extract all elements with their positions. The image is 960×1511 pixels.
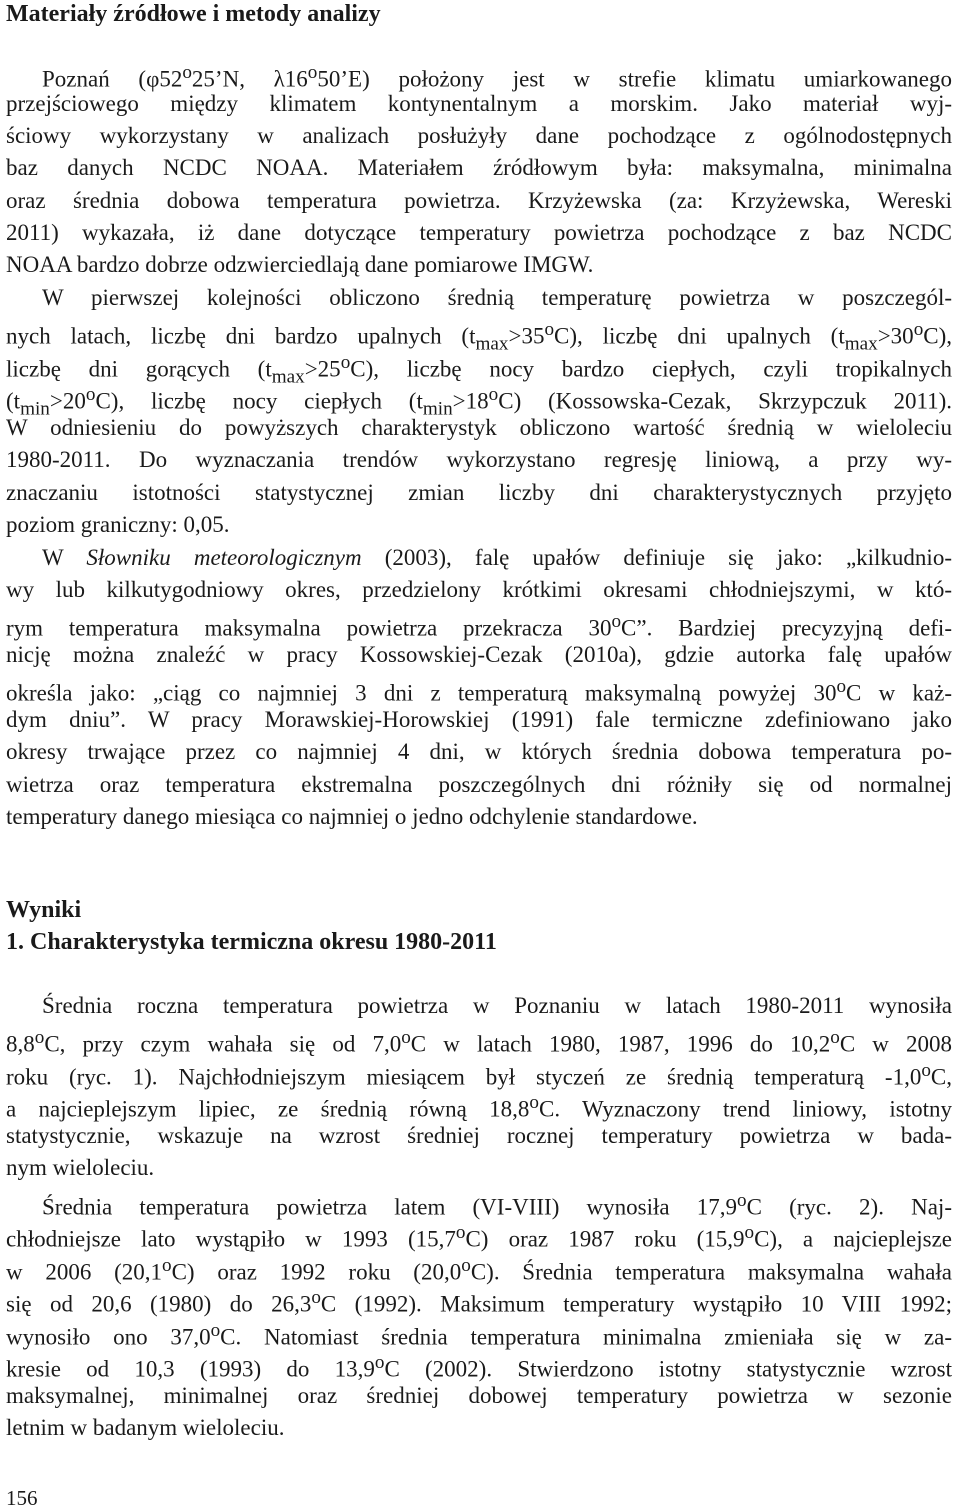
text-line: a najcieplejszym lipiec, ze średnią równą 18,8$^o$C. Wyznaczony trend liniowy, istotny [6,1092,952,1122]
text-line: Średnia roczna temperatura powietrza w Poznaniu w latach 1980-2011 wynosiła [42,993,952,1018]
text-line: okresy trwające przez co najmniej 4 dni, w których średnia dobowa temperatura po- [6,739,952,764]
text-line: rym temperatura maksymalna powietrza przekracza 30$^o$C”. Bardziej precyzyjną defi- [6,611,952,641]
text-line: w 2006 (20,1$^o$C) oraz 1992 roku (20,0$^o$C). Średnia temperatura maksymalna wahała [6,1255,952,1285]
text-line: letnim w badanym wieloleciu. [6,1415,285,1440]
text-line: W odniesieniu do powyższych charakterystyk obliczono wartość średnią w wieloleciu [6,415,952,440]
text-line: 1980-2011. Do wyznaczania trendów wykorzystano regresję liniową, a przy wy- [6,447,952,472]
text-line: wietrza oraz temperatura ekstremalna poszczególnych dni różniły się od normalnej [6,772,952,797]
text-line: W pierwszej kolejności obliczono średnią temperaturę powietrza w poszczegól- [42,285,952,310]
text-line: Poznań (φ52$^o$25’N, λ16$^o$50’E) położony jest w strefie klimatu umiarkowanego [42,62,952,92]
results-title: Wyniki [6,897,82,923]
text-line: poziom graniczny: 0,05. [6,512,230,537]
text-line: temperatury danego miesiąca co najmniej o jedno odchylenie standardowe. [6,804,698,829]
text-line: NOAA bardzo dobrze odzwierciedlają dane pomiarowe IMGW. [6,252,594,277]
text-line: dym dniu”. W pracy Morawskiej-Horowskiej (1991) fale termiczne zdefiniowano jako [6,707,952,732]
text-line: Średnia temperatura powietrza latem (VI-VIII) wynosiła 17,9$^o$C (ryc. 2). Naj- [42,1190,952,1220]
text-line: statystycznie, wskazuje na wzrost średniej rocznej temperatury powietrza w bada- [6,1123,952,1148]
text-line: nych latach, liczbę dni bardzo upalnych $(t_{max}>35^oC)$, liczbę dni upalnych $(t_{max}>30^oC)$, [6,319,953,355]
section-title: Materiały źródłowe i metody analizy [6,1,381,27]
text-line: roku (ryc. 1). Najchłodniejszym miesiącem był styczeń ze średnią temperaturą -1,0$^o$C, [6,1060,952,1090]
text-line: $(t_{min}>20^oC)$, liczbę nocy ciepłych $(t_{min}>18^oC)$ (Kossowska-Cezak, Skrzypczuk 2011). [6,384,952,420]
text-line: liczbę dni gorących $(t_{max}>25^oC)$, liczbę nocy bardzo ciepłych, czyli tropikalnych [6,352,952,388]
text-line: nym wieloleciu. [6,1155,155,1180]
text-line: oraz średnia dobowa temperatura powietrza. Krzyżewska (za: Krzyżewska, Wereski [6,188,952,213]
text-line: wynosiło ono 37,0$^o$C. Natomiast średnia temperatura minimalna zmieniała się w za- [6,1320,953,1350]
text-line: maksymalnej, minimalnej oraz średniej dobowej temperatury powietrza w sezonie [6,1383,952,1408]
text-line: W Słowniku meteorologicznym (2003), falę upałów definiuje się jako: „kilkudnio- [42,545,952,570]
text-line: wy lub kilkutygodniowy okres, przedzielony krótkimi okresami chłodniejszymi, w któ- [6,577,952,602]
subsection-title: 1. Charakterystyka termiczna okresu 1980-2011 [6,929,497,955]
text-line: 8,8$^o$C, przy czym wahała się od 7,0$^o$C w latach 1980, 1987, 1996 do 10,2$^o$C w 2008 [6,1027,952,1057]
text-line: baz danych NCDC NOAA. Materiałem źródłowym była: maksymalna, minimalna [6,155,952,180]
text-line: 2011) wykazała, iż dane dotyczące temperatury powietrza pochodzące z baz NCDC [6,220,952,245]
text-line: nicję można znaleźć w pracy Kossowskiej-Cezak (2010a), gdzie autorka falę upałów [6,642,952,667]
text-line: chłodniejsze lato wystąpiło w 1993 (15,7$^o$C) oraz 1987 roku (15,9$^o$C), a najcieplejsze [6,1222,952,1252]
text-line: przejściowego między klimatem kontynentalnym a morskim. Jako materiał wyj- [6,91,952,116]
page-number: 156 [6,1486,38,1510]
text-line: znaczaniu istotności statystycznej zmian liczby dni charakterystycznych przyjęto [6,480,952,505]
text-line: kresie od 10,3 (1993) do 13,9$^o$C (2002). Stwierdzono istotny statystycznie wzrost [6,1352,952,1382]
text-line: określa jako: „ciąg co najmniej 3 dni z temperaturą maksymalną powyżej 30$^o$C w każ- [6,676,952,706]
text-line: ściowy wykorzystany w analizach posłużyły dane pochodzące z ogólnodostępnych [6,123,952,148]
text-line: się od 20,6 (1980) do 26,3$^o$C (1992). Maksimum temperatury wystąpiło 10 VIII 1992; [6,1287,952,1317]
